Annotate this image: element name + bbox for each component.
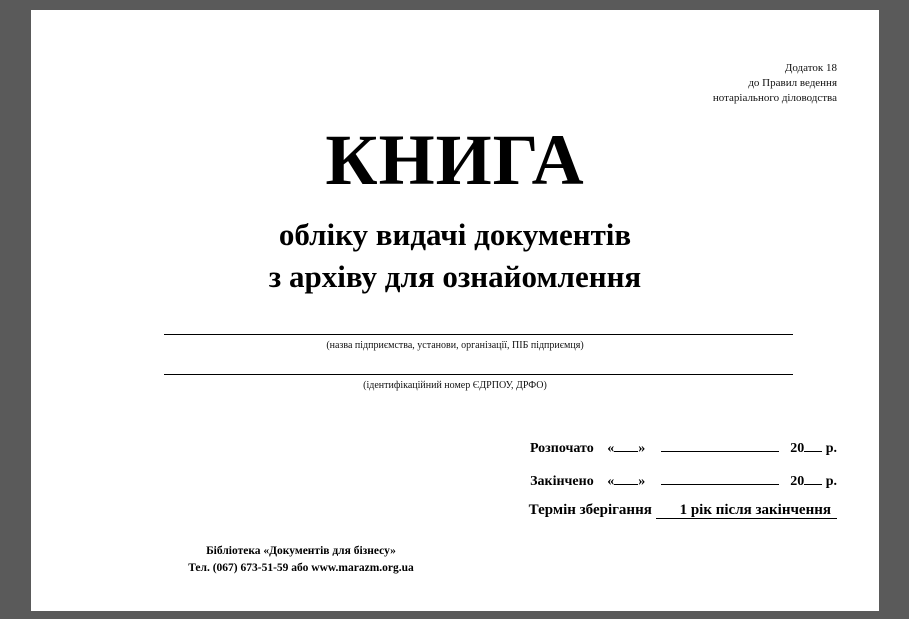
appendix-line-2: до Правил ведення — [748, 77, 837, 89]
month-blank — [661, 438, 779, 452]
day-blank — [614, 438, 638, 452]
footer-contacts: Тел. (067) 673-51-59 або www.marazm.org.ua — [188, 562, 414, 574]
year-suffix: р. — [825, 441, 837, 456]
finished-label: Закінчено — [530, 474, 594, 489]
subtitle-line-2: з архіву для ознайомлення — [268, 259, 642, 294]
finished-row — [530, 471, 837, 490]
footer-library: Бібліотека «Документів для бізнесу» — [206, 545, 396, 557]
id-number-caption: (ідентифікаційний номер ЄДРПОУ, ДРФО) — [363, 380, 547, 391]
storage-label: Термін зберігання — [528, 502, 652, 518]
year-blank — [804, 471, 822, 485]
book-title: КНИГА — [325, 120, 585, 200]
started-row — [530, 438, 837, 457]
appendix-line-3: нотаріального діловодства — [712, 92, 837, 104]
document-page — [31, 10, 879, 611]
storage-value: 1 рік після закінчення — [656, 502, 837, 519]
appendix-note — [713, 61, 837, 106]
year-prefix: 20 — [790, 474, 805, 489]
close-quote: » — [638, 474, 646, 489]
org-name-line — [164, 334, 793, 335]
year-suffix: р. — [825, 474, 837, 489]
appendix-line-1: Додаток 18 — [784, 62, 837, 74]
open-quote: « — [607, 474, 615, 489]
day-blank — [614, 471, 638, 485]
id-number-line — [164, 374, 793, 375]
year-blank — [804, 438, 822, 452]
started-label: Розпочато — [529, 441, 594, 456]
year-prefix: 20 — [790, 441, 805, 456]
month-blank — [661, 471, 779, 485]
close-quote: » — [638, 441, 646, 456]
org-name-caption: (назва підприємства, установи, організації, ПІБ підприємця) — [326, 340, 584, 351]
open-quote: « — [607, 441, 615, 456]
book-subtitle — [31, 214, 879, 298]
storage-row — [529, 502, 837, 519]
subtitle-line-1: обліку видачі документів — [278, 217, 632, 252]
footer — [31, 543, 571, 577]
